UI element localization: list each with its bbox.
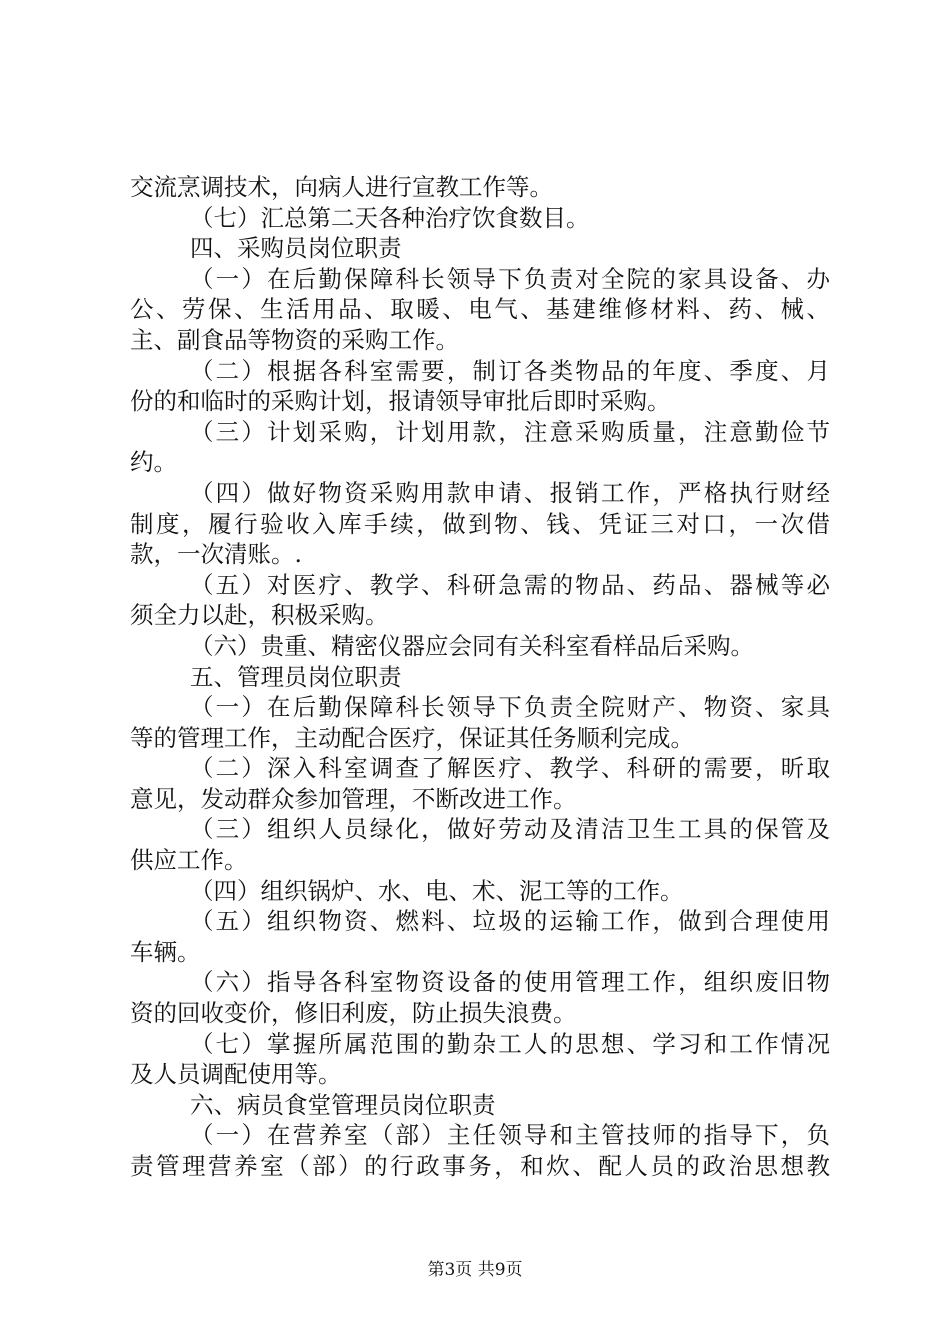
text-line: （四）组织锅炉、水、电、术、泥工等的工作。 — [190, 876, 684, 905]
text-line: （六）指导各科室物资设备的使用管理工作，组织废旧物 — [190, 968, 830, 997]
text-line: 责管理营养室（部）的行政事务，和炊、配人员的政治思想教 — [130, 1152, 830, 1180]
document-body — [130, 172, 830, 1182]
text-line: （二）深入科室调查了解医疗、教学、科研的需要，昕取 — [190, 754, 830, 783]
text-line: 资的回收变价，修旧利废，防止损失浪费。 — [130, 999, 577, 1028]
text-line: （一）在营养室（部）主任领导和主管技师的指导下，负 — [190, 1121, 830, 1150]
text-line: 主、副食品等物资的采购工作。 — [130, 325, 459, 354]
text-line: 须全力以赴，积极采购。 — [130, 601, 389, 630]
text-line: 车辆。 — [130, 937, 201, 966]
text-line: 意见，发动群众参加管理，不断改进工作。 — [130, 784, 577, 813]
text-line: （七）掌握所属范围的勤杂工人的思想、学习和工作情况 — [190, 1029, 830, 1058]
text-line: 四、采购员岗位职责 — [190, 234, 402, 263]
text-line: 五、管理员岗位职责 — [190, 662, 402, 691]
text-line: 及人员调配使用等。 — [130, 1060, 342, 1089]
text-line: 等的管理工作，主动配合医疗，保证其任务顺利完成。 — [130, 723, 694, 752]
text-line: （三）计划采购，计划用款，注意采购质量，注意勤俭节 — [190, 417, 830, 446]
text-line: （三）组织人员绿化，做好劳动及清洁卫生工具的保管及 — [190, 815, 830, 844]
text-line: 六、病员食堂管理员岗位职责 — [190, 1090, 496, 1119]
text-line: 款，一次清账。. — [130, 540, 302, 569]
text-line: （七）汇总第二天各种治疗饮食数目。 — [190, 203, 590, 232]
text-line: （二）根据各科室需要，制订各类物品的年度、季度、月 — [190, 356, 830, 385]
text-line: （一）在后勤保障科长领导下负责对全院的家具设备、办 — [190, 264, 830, 293]
text-line: 约。 — [130, 448, 177, 477]
text-line: 供应工作。 — [130, 846, 248, 875]
text-line: （五）组织物资、燃料、垃圾的运输工作，做到合理使用 — [190, 907, 830, 936]
text-line: （六）贵重、精密仪器应会同有关科室看样品后采购。 — [190, 631, 754, 660]
text-line: 份的和临时的采购计划，报请领导审批后即时采购。 — [130, 387, 671, 416]
text-line: 公、劳保、生活用品、取暖、电气、基建维修材料、药、械、 — [130, 295, 830, 324]
text-line: （一）在后勤保障科长领导下负责全院财产、物资、家具 — [190, 693, 830, 722]
text-line: （五）对医疗、教学、科研急需的物品、药品、器械等必 — [190, 570, 830, 599]
text-line: 交流烹调技术，向病人进行宣教工作等。 — [130, 173, 553, 201]
text-line: 制度，履行验收入库手续，做到物、钱、凭证三对口，一次借 — [130, 509, 830, 538]
text-line: （四）做好物资采购用款申请、报销工作，严格执行财经 — [190, 478, 830, 507]
page-footer: 第3页 共9页 — [427, 1260, 523, 1280]
